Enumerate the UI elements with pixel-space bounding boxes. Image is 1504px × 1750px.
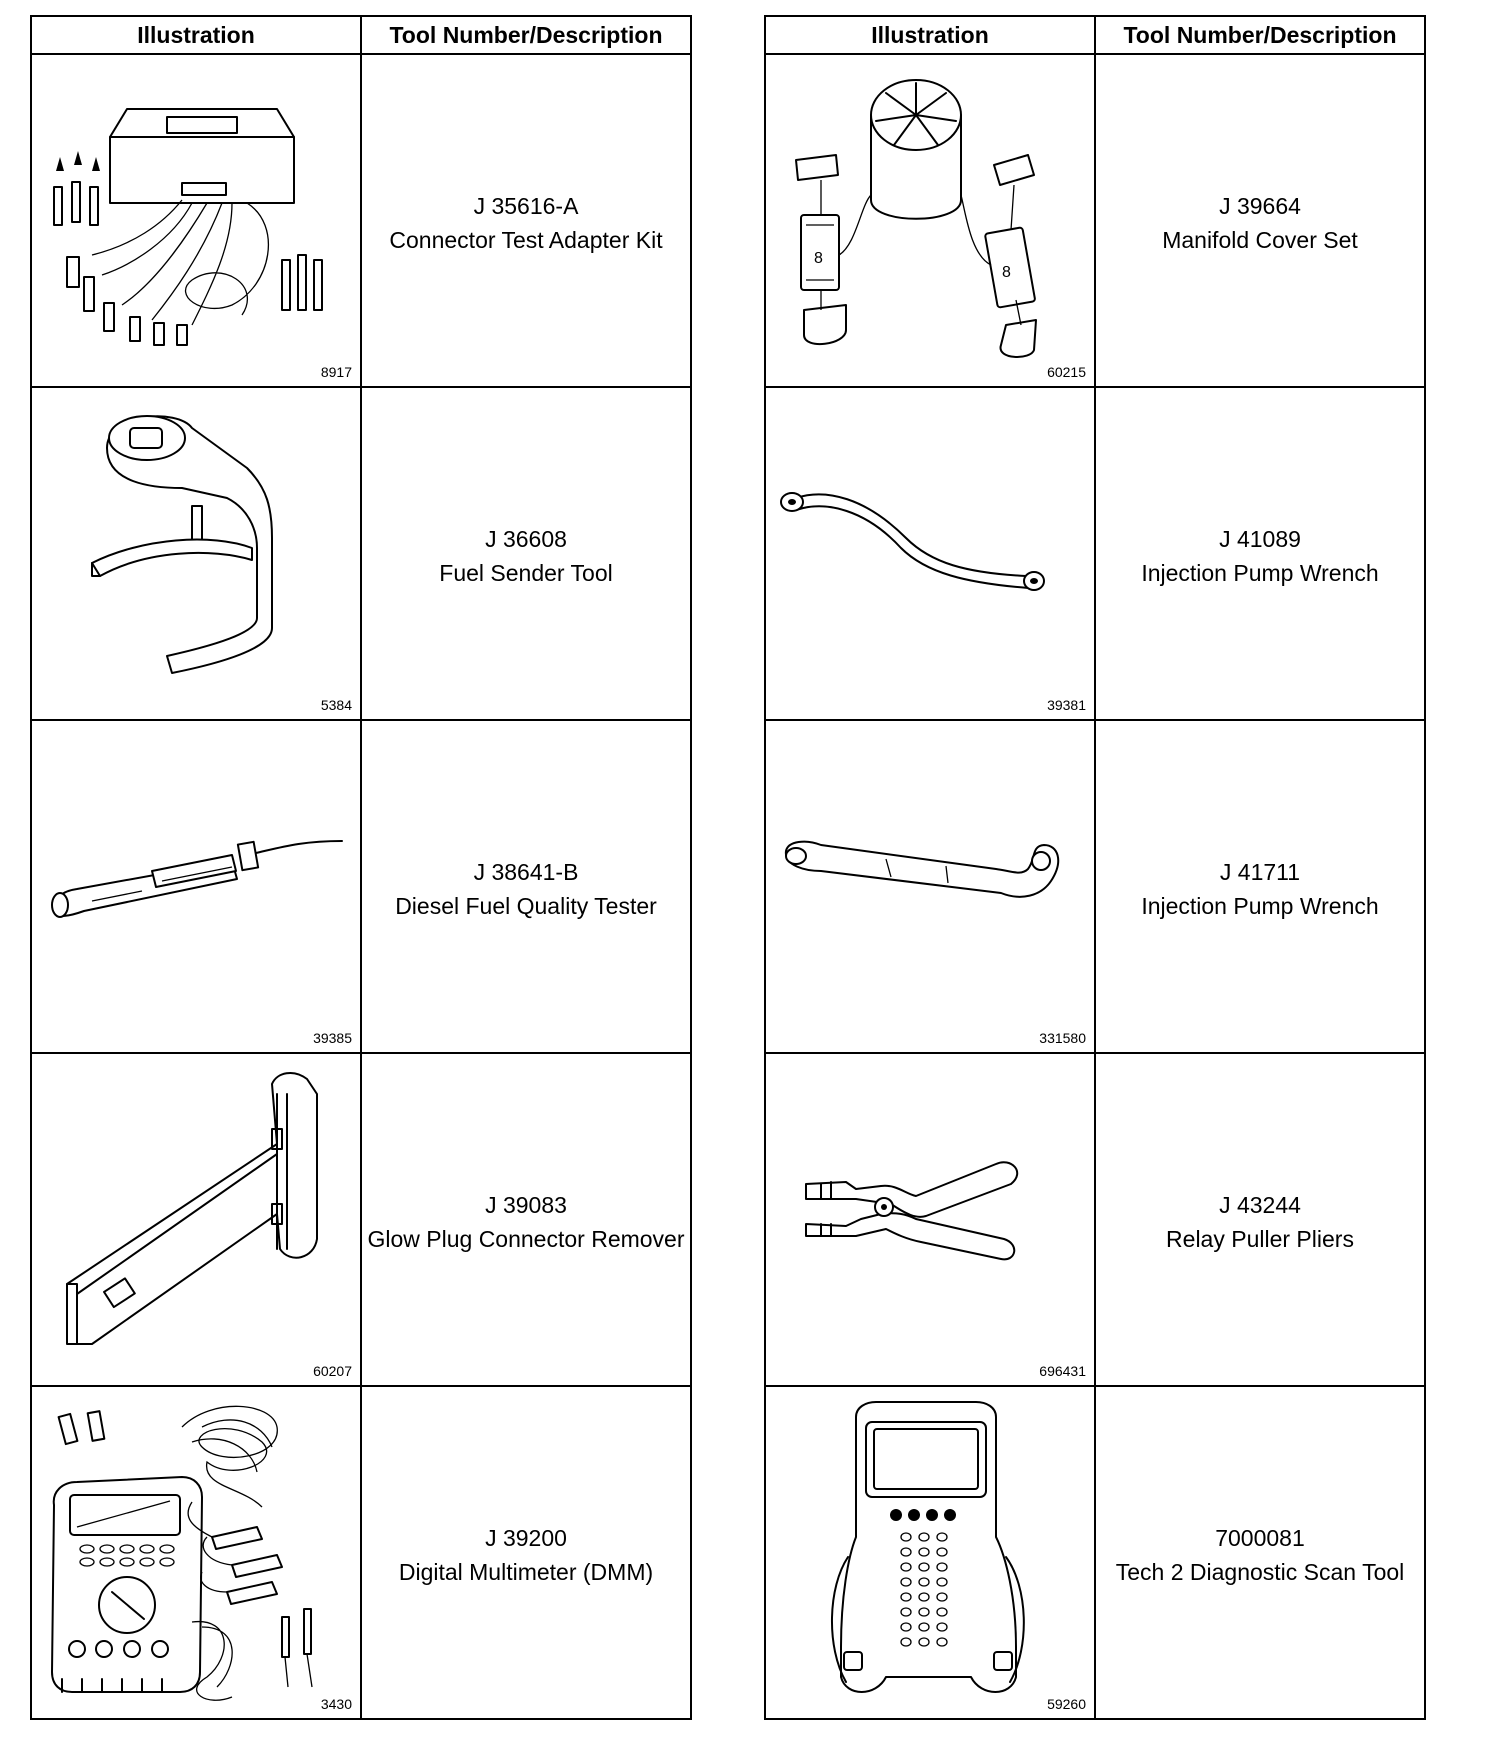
diesel-fuel-quality-tester-icon (32, 721, 362, 1052)
tool-description (1096, 855, 1424, 919)
tool-description (1096, 189, 1424, 253)
tool-table-right (764, 15, 1426, 1720)
header-row (31, 16, 691, 54)
table-row (765, 54, 1425, 387)
illustration-code: 331580 (1039, 1030, 1086, 1046)
tool-description (1096, 1521, 1424, 1585)
tool-name: Digital Multimeter (DMM) (398, 1558, 654, 1585)
tool-name: Manifold Cover Set (1162, 226, 1358, 253)
tool-number: 7000081 (1215, 1524, 1305, 1551)
tech2-scan-tool-icon (766, 1387, 1096, 1718)
illustration-code: 39381 (1047, 697, 1086, 713)
table-row (31, 1053, 691, 1386)
table-row (31, 1386, 691, 1719)
table-row (765, 720, 1425, 1053)
tool-description (362, 522, 690, 586)
illustration-code: 8917 (320, 364, 352, 380)
tool-name: Relay Puller Pliers (1166, 1225, 1354, 1252)
tool-description (362, 1521, 690, 1585)
illustration-cell (766, 1054, 1094, 1385)
illustration-cell (32, 1054, 360, 1385)
illustration-code: 39385 (313, 1030, 352, 1046)
illustration-code: 60215 (1047, 364, 1086, 380)
tool-name: Tech 2 Diagnostic Scan Tool (1115, 1558, 1405, 1585)
tool-number: J 35616-A (473, 192, 579, 219)
illustration-cell (766, 721, 1094, 1052)
tool-name: Injection Pump Wrench (1141, 892, 1379, 919)
tool-name: Glow Plug Connector Remover (367, 1225, 685, 1252)
tool-number: J 43244 (1219, 1191, 1301, 1218)
tool-description (1096, 522, 1424, 586)
tool-number: J 39200 (485, 1524, 567, 1551)
tool-name: Fuel Sender Tool (439, 559, 613, 586)
tool-number: J 38641-B (473, 858, 579, 885)
header-row (765, 16, 1425, 54)
tool-name: Injection Pump Wrench (1141, 559, 1379, 586)
tool-description (362, 1188, 690, 1252)
illustration-code: 60207 (313, 1363, 352, 1379)
tool-name: Diesel Fuel Quality Tester (395, 892, 657, 919)
illustration-cell (766, 1387, 1094, 1718)
manifold-cover-set-icon (766, 55, 1096, 386)
tool-name: Connector Test Adapter Kit (389, 226, 663, 253)
tool-number: J 41089 (1219, 525, 1301, 552)
connector-test-adapter-kit-icon (32, 55, 362, 386)
relay-puller-pliers-icon (766, 1054, 1096, 1385)
fuel-sender-tool-icon (32, 388, 362, 719)
illustration-cell (32, 388, 360, 719)
tool-header: Tool Number/Description (1095, 16, 1425, 54)
table-row (31, 720, 691, 1053)
illustration-cell (32, 721, 360, 1052)
illustration-cell (32, 1387, 360, 1718)
injection-pump-wrench-offset-icon (766, 721, 1096, 1052)
injection-pump-wrench-icon (766, 388, 1096, 719)
illustration-cell (766, 388, 1094, 719)
illustration-code: 3430 (320, 1696, 352, 1712)
tool-description (362, 855, 690, 919)
illustration-code: 59260 (1047, 1696, 1086, 1712)
table-row (31, 387, 691, 720)
svg-text:8: 8 (814, 250, 823, 267)
svg-text:8: 8 (1002, 264, 1011, 281)
table-row (31, 54, 691, 387)
illustration-cell (32, 55, 360, 386)
tool-number: J 39664 (1219, 192, 1301, 219)
illustration-code: 696431 (1039, 1363, 1086, 1379)
illustration-header: Illustration (31, 16, 361, 54)
tool-number: J 36608 (485, 525, 567, 552)
illustration-header: Illustration (765, 16, 1095, 54)
glow-plug-connector-remover-icon (32, 1054, 362, 1385)
tool-number: J 41711 (1219, 858, 1301, 885)
table-row (765, 387, 1425, 720)
digital-multimeter-icon (32, 1387, 362, 1718)
tool-description (362, 189, 690, 253)
table-row (765, 1053, 1425, 1386)
tool-number: J 39083 (485, 1191, 567, 1218)
illustration-code: 5384 (320, 697, 352, 713)
tool-header: Tool Number/Description (361, 16, 691, 54)
table-row (765, 1386, 1425, 1719)
tool-table-left (30, 15, 692, 1720)
tool-description (1096, 1188, 1424, 1252)
illustration-cell (766, 55, 1094, 386)
